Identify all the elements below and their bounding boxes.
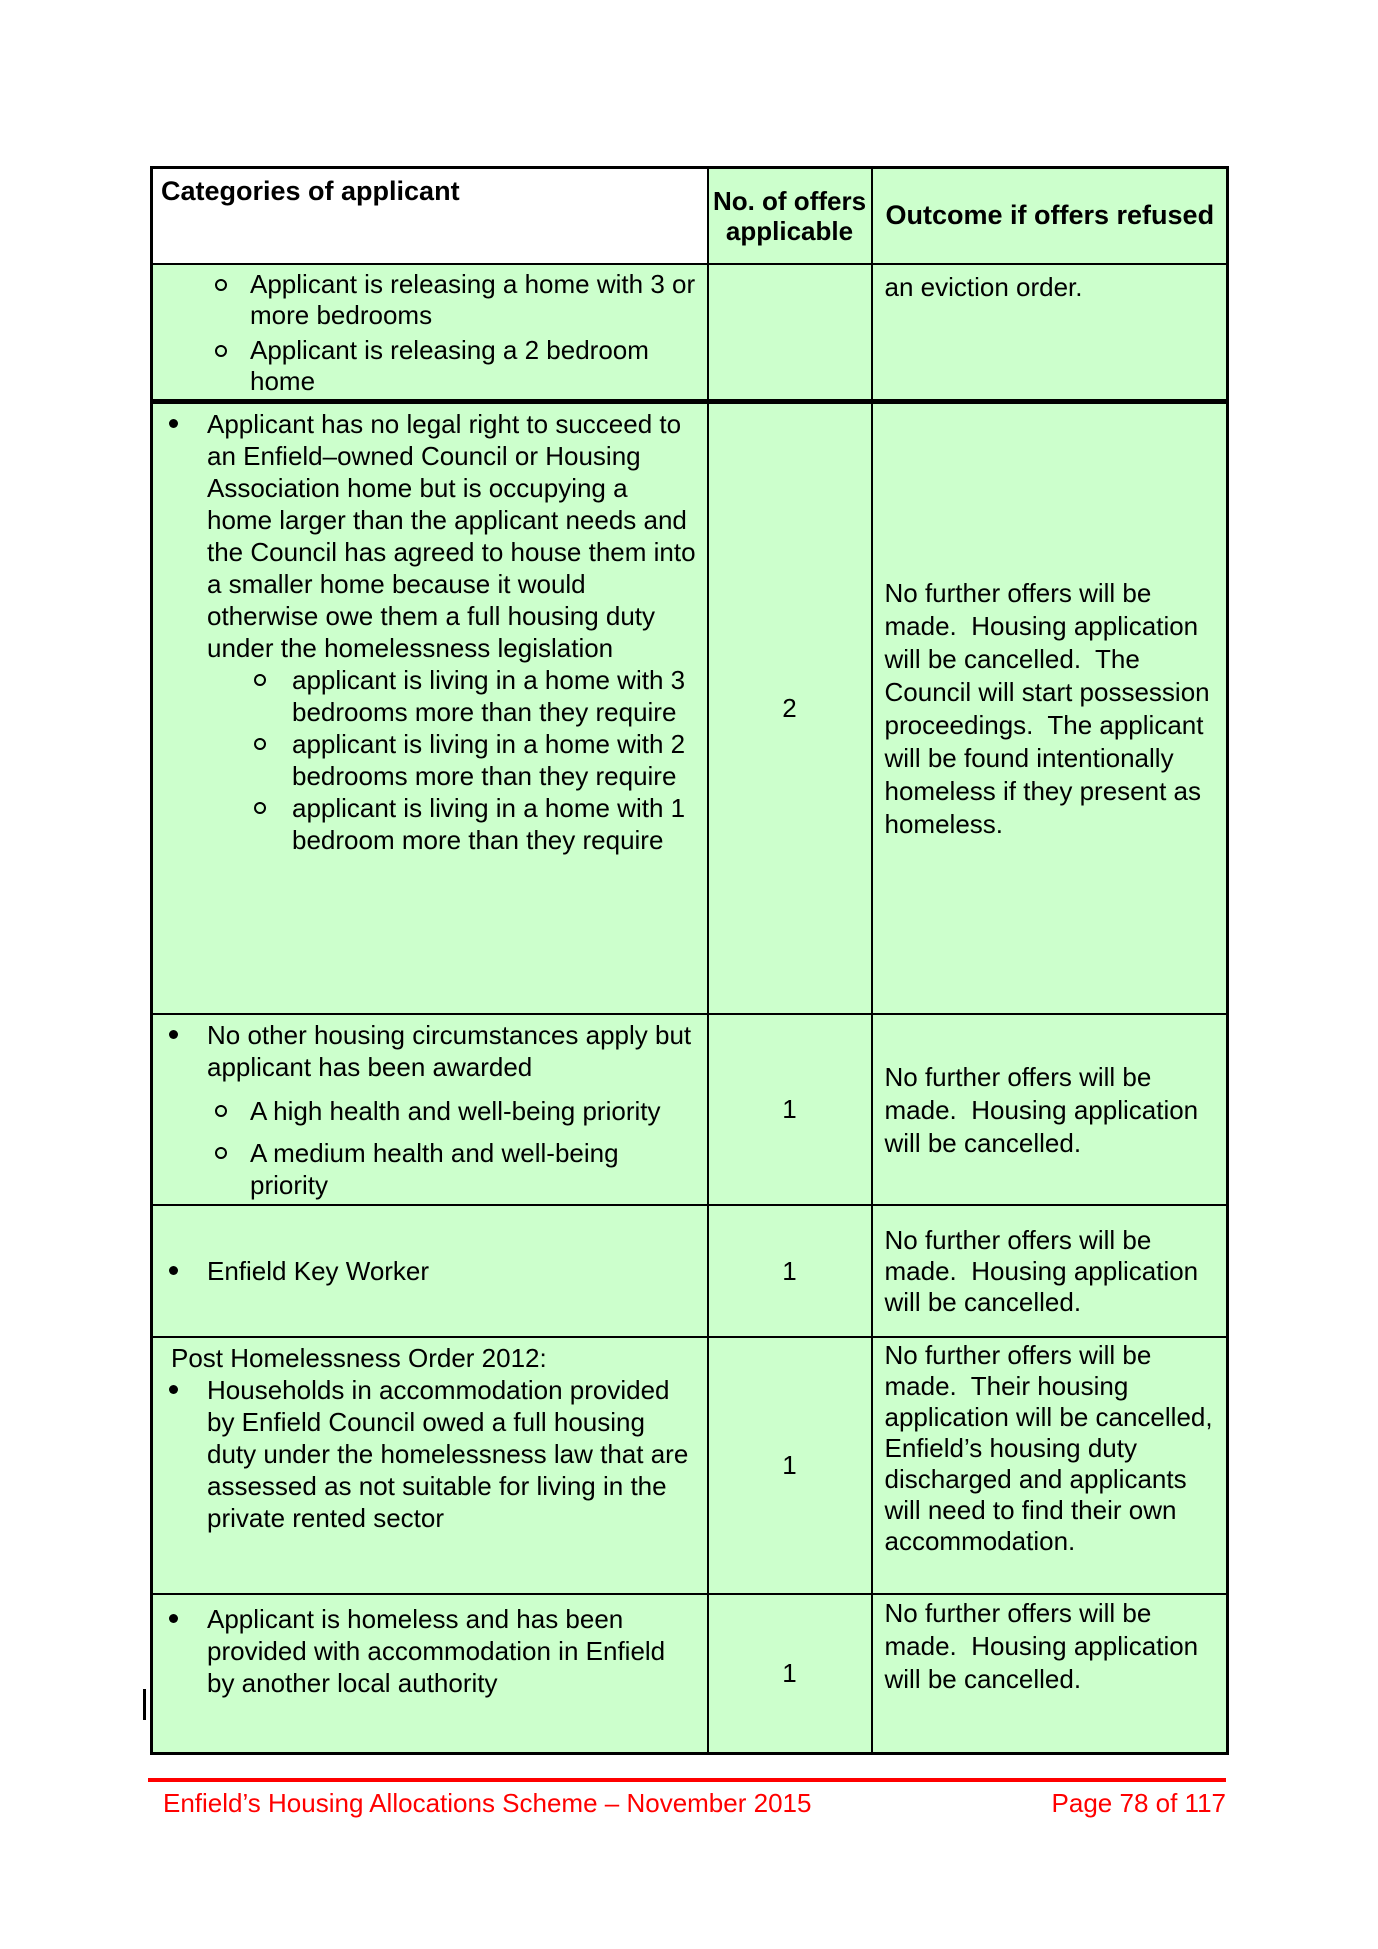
outcome-cell: No further offers will be made. Housing application will be cancelled. The Council will start possession proceedings. The applicant will be found intentionally homeless if they present as homeless.	[872, 402, 1228, 1014]
circle-bullet-icon	[254, 728, 292, 750]
list-item	[153, 335, 699, 397]
list-item	[153, 1137, 699, 1201]
dot-bullet-icon	[169, 1374, 207, 1394]
list-item	[153, 728, 699, 792]
circle-bullet-icon	[215, 1095, 250, 1117]
table-row	[152, 1594, 1228, 1754]
list-item-text: No other housing circumstances apply but applicant has been awarded	[207, 1019, 699, 1082]
column-header-categories: Categories of applicant	[152, 168, 708, 264]
footer-document-title: Enfield’s Housing Allocations Scheme – November 2015	[163, 1788, 812, 1818]
list-item-text: A medium health and well-being priority	[250, 1137, 626, 1200]
list-item-text: A high health and well-being priority	[250, 1095, 661, 1126]
list-item	[153, 1374, 699, 1534]
category-cell	[152, 1337, 708, 1594]
dot-bullet-icon	[169, 1255, 207, 1275]
outcome-cell: No further offers will be made. Housing application will be cancelled.	[872, 1014, 1228, 1205]
circle-bullet-icon	[215, 1137, 250, 1159]
dot-bullet-icon	[169, 1019, 207, 1039]
circle-bullet-icon	[254, 664, 292, 686]
list-item	[153, 792, 699, 856]
list-item-text: Households in accommodation provided by Enfield Council owed a full housing duty under the homelessness law that are assessed as not suitable for living in the private rented sector	[207, 1374, 696, 1533]
table-row	[152, 264, 1228, 402]
table-row	[152, 1014, 1228, 1205]
category-cell	[152, 1205, 708, 1337]
outcome-cell: an eviction order.	[872, 264, 1228, 402]
category-cell	[152, 402, 708, 1014]
offers-cell: 1	[708, 1594, 872, 1754]
table-row	[152, 1205, 1228, 1337]
dot-bullet-icon	[169, 1603, 207, 1623]
list-item	[153, 1255, 699, 1287]
list-item-text: applicant is living in a home with 2 bedrooms more than they require	[292, 729, 693, 791]
footer-rule	[148, 1778, 1226, 1782]
category-cell	[152, 1594, 708, 1754]
list-item	[153, 408, 703, 664]
list-item	[153, 1095, 699, 1127]
paragraph	[153, 1342, 699, 1374]
outcome-cell: No further offers will be made. Housing application will be cancelled.	[872, 1594, 1228, 1754]
circle-bullet-icon	[254, 792, 292, 814]
page-footer	[148, 1787, 1226, 1819]
table-row	[152, 402, 1228, 1014]
column-header-outcome: Outcome if offers refused	[872, 168, 1228, 264]
category-cell	[152, 1014, 708, 1205]
offers-cell	[708, 264, 872, 402]
footer-page-number: Page 78 of 117	[1051, 1788, 1226, 1818]
list-item	[153, 1603, 699, 1699]
paragraph-text: Post Homelessness Order 2012:	[171, 1342, 547, 1373]
list-item	[153, 1019, 699, 1083]
list-item-text: Applicant is homeless and has been provided with accommodation in Enfield by another local authority	[207, 1603, 673, 1698]
outcome-cell: No further offers will be made. Their housing application will be cancelled, Enfield’s housing duty discharged and applicants will need to find their own accommodation.	[872, 1337, 1228, 1594]
column-header-offers: No. of offers applicable	[708, 168, 872, 264]
list-item	[153, 664, 699, 728]
applicant-categories-table	[150, 166, 1229, 1755]
offers-cell: 1	[708, 1337, 872, 1594]
dot-bullet-icon	[169, 408, 207, 428]
list-item-text: Applicant is releasing a 2 bedroom home	[250, 334, 657, 396]
list-item-text: applicant is living in a home with 1 bedroom more than they require	[292, 793, 693, 855]
offers-cell: 1	[708, 1205, 872, 1337]
category-cell	[152, 264, 708, 402]
circle-bullet-icon	[215, 269, 250, 291]
list-item	[153, 268, 703, 331]
margin-change-bar	[143, 1689, 146, 1720]
list-item-text: Applicant has no legal right to succeed to an Enfield–owned Council or Housing Association home but is occupying a home larger than the applicant needs and the Council has agreed to house them into a smaller home because it would otherwise owe them a full housing duty under the homelessness legislation	[207, 409, 703, 663]
list-item-text: Enfield Key Worker	[207, 1255, 430, 1286]
offers-cell: 2	[708, 402, 872, 1014]
circle-bullet-icon	[215, 335, 250, 357]
outcome-cell: No further offers will be made. Housing application will be cancelled.	[872, 1205, 1228, 1337]
offers-cell: 1	[708, 1014, 872, 1205]
list-item-text: Applicant is releasing a home with 3 or more bedrooms	[250, 268, 703, 330]
table-row	[152, 1337, 1228, 1594]
table-header-row	[152, 168, 1228, 264]
list-item-text: applicant is living in a home with 3 bedrooms more than they require	[292, 665, 693, 727]
